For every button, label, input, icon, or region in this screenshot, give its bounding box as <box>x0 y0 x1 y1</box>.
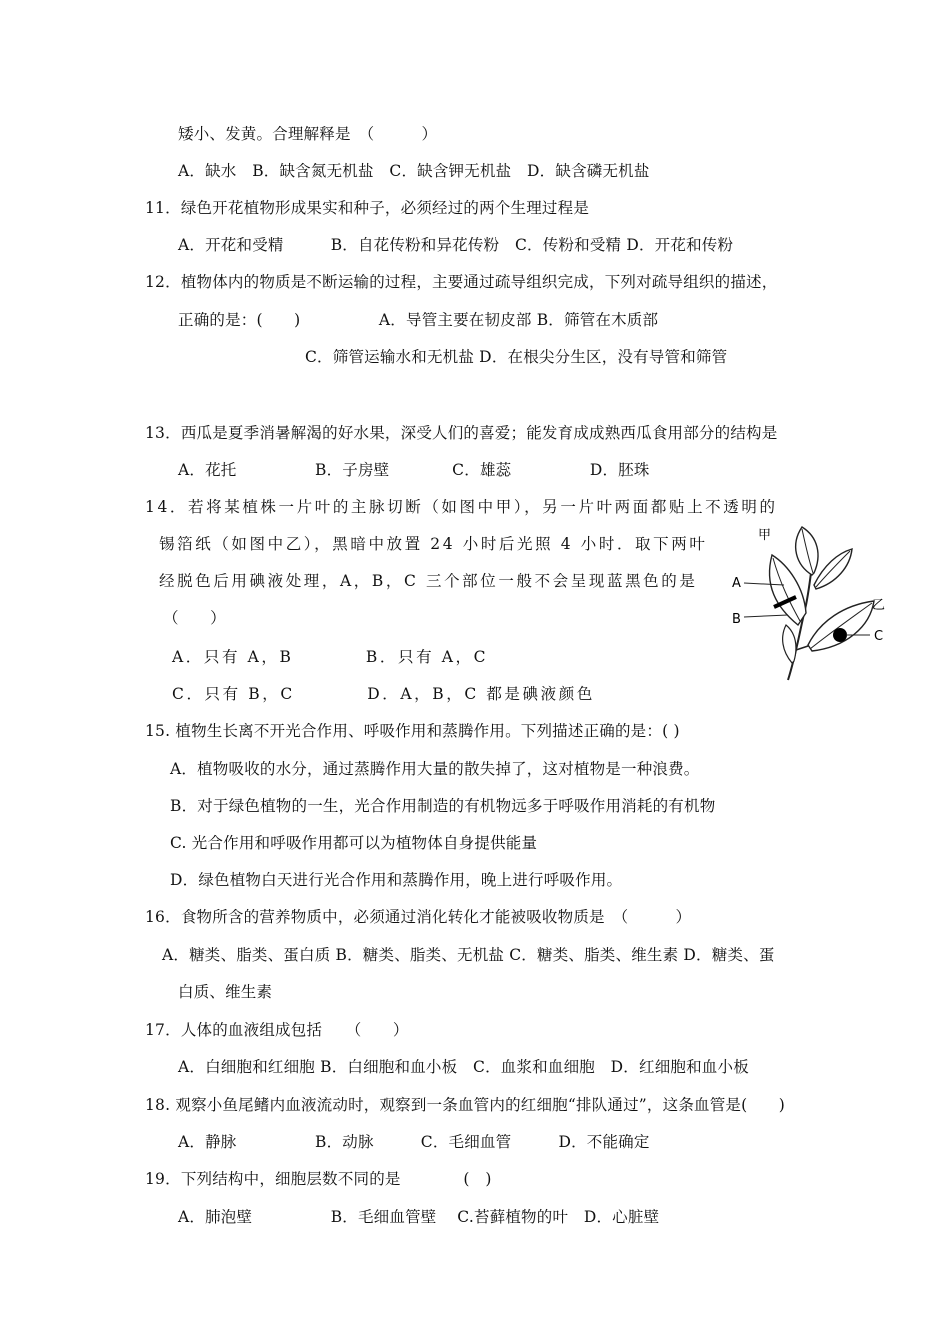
foil-mark <box>833 628 847 642</box>
text-line: C．只有 B，C D．A，B，C 都是碘液颜色 <box>172 685 595 703</box>
plant-leaf-figure <box>728 525 903 685</box>
text-line: A．肺泡壁 B．毛细血管壁 C.苔藓植物的叶 D．心脏壁 <box>178 1208 660 1226</box>
label-c: C <box>874 629 884 644</box>
text-line: B．对于绿色植物的一生，光合作用制造的有机物远多于呼吸作用消耗的有机物 <box>170 797 716 815</box>
label-jia: 甲 <box>758 528 772 543</box>
text-line: C. 光合作用和呼吸作用都可以为植物体自身提供能量 <box>170 834 538 852</box>
text-line: A．糖类、脂类、蛋白质 B．糖类、脂类、无机盐 C．糖类、脂类、维生素 D．糖类、蛋 <box>162 946 775 964</box>
question-12: 12．植物体内的物质是不断运输的过程，主要通过疏导组织完成，下列对疏导组织的描述， <box>145 273 778 291</box>
question-13: 13．西瓜是夏季消暑解渴的好水果，深受人们的喜爱；能发育成成熟西瓜食用部分的结构是 <box>145 424 778 442</box>
label-yi: 乙 <box>872 598 886 613</box>
leaf-small <box>783 625 796 663</box>
text-line: A．花托 B．子房壁 C．雄蕊 D．胚珠 <box>178 461 650 479</box>
plant-leaf-diagram <box>728 525 903 685</box>
text-line: （ ） <box>163 609 226 627</box>
text-line: 矮小、发黄。合理解释是 （ ） <box>178 125 438 143</box>
text-line: C．筛管运输水和无机盐 D．在根尖分生区，没有导管和筛管 <box>305 348 728 366</box>
pointer-b <box>744 615 788 617</box>
question-14: 14．若将某植株一片叶的主脉切断（如图中甲），另一片叶两面都贴上不透明的 <box>145 498 778 516</box>
label-a: A <box>732 576 741 591</box>
question-19: 19．下列结构中，细胞层数不同的是 ( ) <box>145 1170 492 1188</box>
text-line: A．静脉 B．动脉 C．毛细血管 D．不能确定 <box>178 1133 650 1151</box>
question-11: 11．绿色开花植物形成果实和种子，必须经过的两个生理过程是 <box>145 199 590 217</box>
question-16: 16．食物所含的营养物质中，必须通过消化转化才能被吸收物质是 （ ） <box>145 908 692 926</box>
text-line: 白质、维生素 <box>178 983 273 1001</box>
text-line: 锡箔纸（如图中乙），黑暗中放置 24 小时后光照 4 小时．取下两叶 <box>159 535 708 553</box>
question-15: 15. 植物生长离不开光合作用、呼吸作用和蒸腾作用。下列描述正确的是：( ) <box>145 722 680 740</box>
text-line: A．白细胞和红细胞 B．白细胞和血小板 C．血浆和血细胞 D．红细胞和血小板 <box>178 1058 749 1076</box>
text-line: A．开花和受精 B．自花传粉和异花传粉 C．传粉和受精 D．开花和传粉 <box>178 236 734 254</box>
text-line: 正确的是：( ) A．导管主要在韧皮部 B．筛管在木质部 <box>178 311 659 329</box>
text-line: A．只有 A，B B．只有 A，C <box>172 648 489 666</box>
text-line: A．植物吸收的水分，通过蒸腾作用大量的散失掉了，这对植物是一种浪费。 <box>170 760 700 778</box>
label-b: B <box>732 612 741 627</box>
question-18: 18. 观察小鱼尾鳍内血液流动时，观察到一条血管内的红细胞“排队通过”，这条血管是( ) <box>145 1096 786 1114</box>
question-17: 17．人体的血液组成包括 （ ） <box>145 1021 409 1039</box>
text-line: A．缺水 B．缺含氮无机盐 C．缺含钾无机盐 D．缺含磷无机盐 <box>178 162 650 180</box>
text-line: D．绿色植物白天进行光合作用和蒸腾作用，晚上进行呼吸作用。 <box>170 871 623 889</box>
text-line: 经脱色后用碘液处理，A，B，C 三个部位一般不会呈现蓝黑色的是 <box>159 572 698 590</box>
